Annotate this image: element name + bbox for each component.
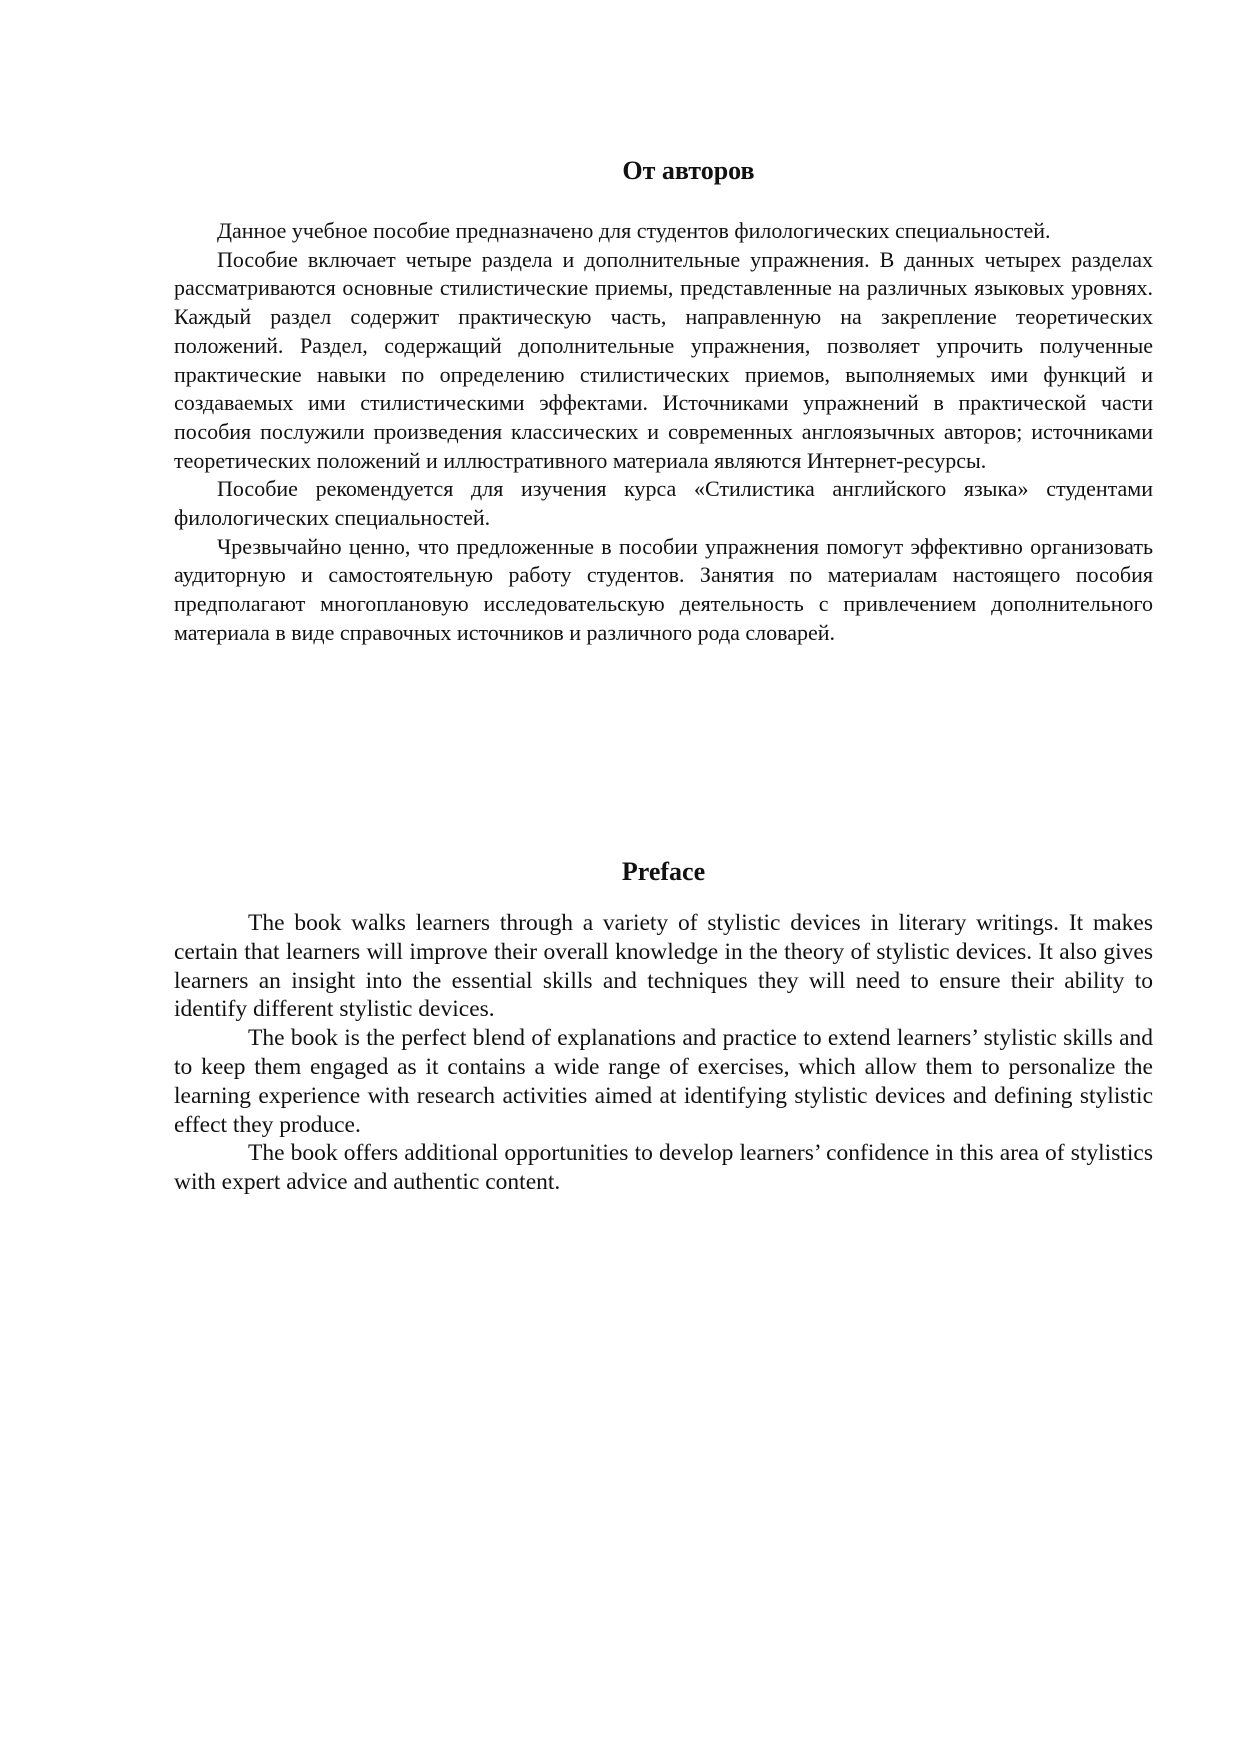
preface-paragraph: The book is the perfect blend of explanations and practice to extend learners’ stylistic skills and to keep them engaged as it contains a wide range of exercises, which allow them to personalize the learning experience with research activities aimed at identifying stylistic devices and defining stylistic effect they produce.	[174, 1025, 1153, 1138]
authors-heading: От авторов	[622, 156, 755, 185]
authors-section	[174, 155, 1153, 648]
preface-heading: Preface	[621, 857, 706, 886]
preface-paragraph: The book offers additional opportunities to develop learners’ confidence in this area of stylistics with expert advice and authentic content.	[174, 1140, 1153, 1196]
authors-paragraph: Пособие рекомендуется для изучения курса «Стилистика английского языка» студентами филологических специальностей.	[174, 476, 1153, 531]
preface-body	[174, 909, 1153, 1197]
preface-paragraph: The book walks learners through a variety of stylistic devices in literary writings. It makes certain that learners will improve their overall knowledge in the theory of stylistic devices. It also gives learners an insight into the essential skills and techniques they will need to ensure their ability to identify different stylistic devices.	[174, 910, 1153, 1023]
authors-paragraph: Данное учебное пособие предназначено для студентов филологических специальностей.	[217, 218, 1051, 243]
authors-body	[174, 217, 1153, 648]
authors-paragraph: Пособие включает четыре раздела и дополнительные упражнения. В данных четырех разделах рассматриваются основные стилистические приемы, представленные на различных языковых уровнях. Каждый раздел содержит практическую часть, направленную на закрепление теоретических положений. Раздел, содержащий дополнительные упражнения, позволяет упрочить полученные практические навыки по определению стилистических приемов, выполняемых ими функций и создаваемых ими стилистическими эффектами. Источниками упражнений в практической части пособия послужили произведения классических и современных англоязычных авторов; источниками теоретических положений и иллюстративного материала являются Интернет-ресурсы.	[174, 246, 1153, 473]
preface-section	[174, 856, 1153, 1197]
authors-paragraph: Чрезвычайно ценно, что предложенные в пособии упражнения помогут эффективно организовать аудиторную и самостоятельную работу студентов. Занятия по материалам настоящего пособия предполагают многоплановую исследовательскую деятельность с привлечением дополнительного материала в виде справочных источников и различного рода словарей.	[174, 533, 1153, 645]
